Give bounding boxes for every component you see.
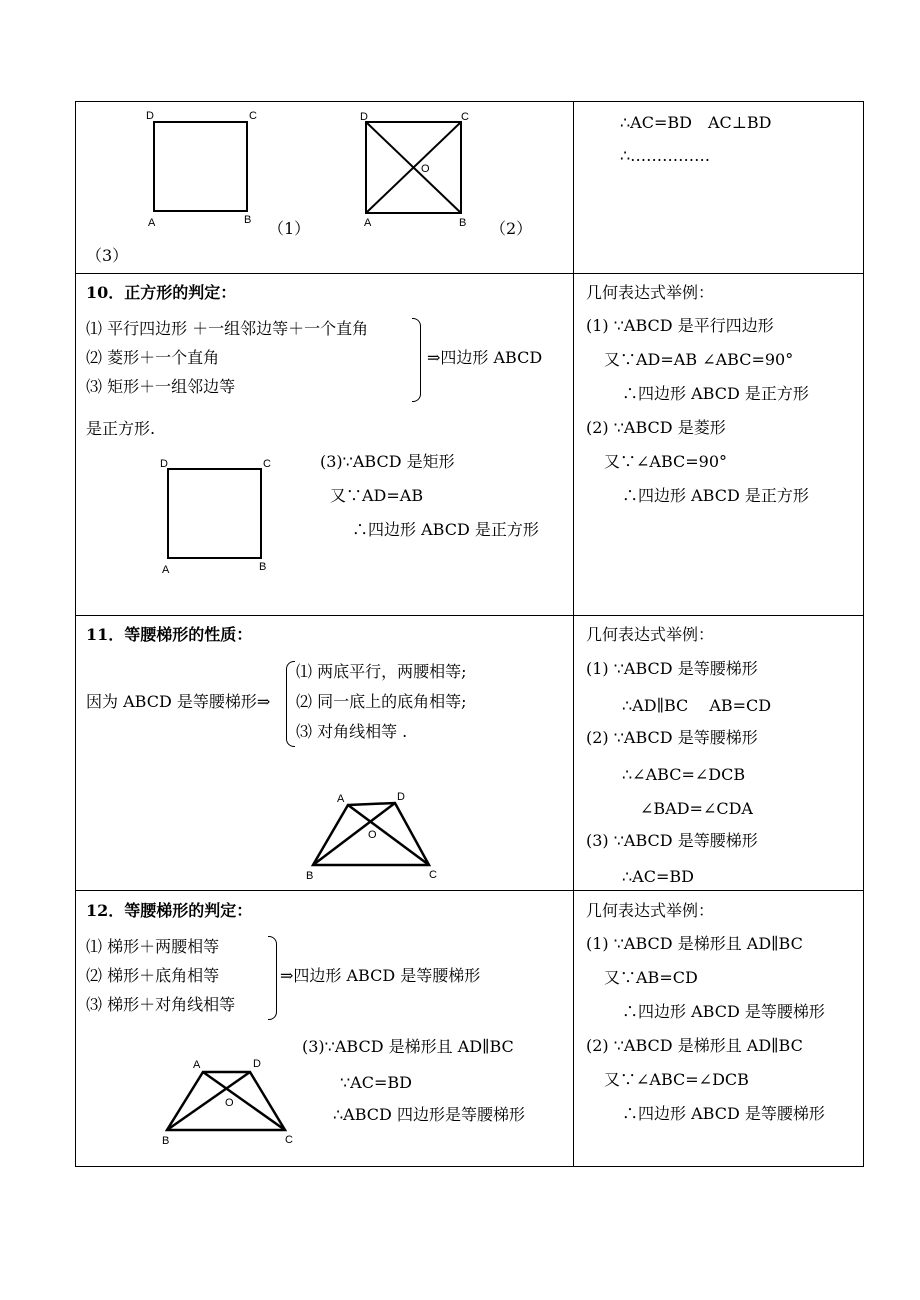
premise: 因为 ABCD 是等腰梯形⇒ [86,692,271,711]
expression-line: ∴四边形 ABCD 是正方形 [622,384,809,403]
vertex-label: B [259,561,267,573]
vertex-label: A [193,1059,201,1071]
expression-line: 又∵∠ABC=∠DCB [604,1070,749,1089]
expression-line: (2) ∵ABCD 是等腰梯形 [586,728,758,747]
row-divider [75,273,863,274]
condition-item: ⑵ 菱形＋一个直角 [86,348,220,367]
example-line: 又∵AD=AB [330,486,424,505]
property-item: ⑶ 对角线相等 . [296,722,408,741]
square-figure [150,452,280,577]
conclusion: ⇒四边形 ABCD 是等腰梯形 [280,966,481,985]
right-brace [268,936,277,1020]
expression-line: (3) ∵ABCD 是等腰梯形 [586,831,758,850]
right-brace [412,318,421,402]
center-label: O [225,1097,234,1109]
figure-label: （3） [86,246,129,265]
expression-line: ∠BAD=∠CDA [640,799,753,818]
vertex-label: D [397,791,405,803]
square-figure-2 [355,105,480,230]
vertex-label: D [160,458,168,470]
condition-item: ⑴ 平行四边形 ＋一组邻边等＋一个直角 [86,319,369,338]
example-line: ∵AC=BD [340,1073,412,1092]
expression-line: ∴四边形 ABCD 是等腰梯形 [622,1104,825,1123]
right-title: 几何表达式举例： [586,901,715,920]
expression-line: 又∵AB=CD [604,968,698,987]
vertex-label: D [146,110,154,122]
section-title: 11．等腰梯形的性质： [86,625,253,644]
property-item: ⑴ 两底平行，两腰相等; [296,662,467,681]
column-divider [573,101,574,1166]
conclusion-line: ∴…………… [620,146,711,165]
right-title: 几何表达式举例： [586,625,715,644]
conclusion-tail: 是正方形. [86,419,156,438]
expression-line: (1) ∵ABCD 是等腰梯形 [586,659,758,678]
expression-line: ∴四边形 ABCD 是正方形 [622,486,809,505]
conclusion: ⇒四边形 ABCD [427,348,543,367]
condition-item: ⑶ 梯形＋对角线相等 [86,995,236,1014]
condition-item: ⑶ 矩形＋一组邻边等 [86,377,236,396]
example-line: (3)∵ABCD 是矩形 [320,452,455,471]
row-divider [75,890,863,891]
vertex-label: D [253,1058,261,1070]
example-line: (3)∵ABCD 是梯形且 AD∥BC [302,1037,514,1056]
expression-line: ∴四边形 ABCD 是等腰梯形 [622,1002,825,1021]
expression-line: (1) ∵ABCD 是平行四边形 [586,316,774,335]
center-label: O [421,163,430,175]
trapezoid-figure [300,787,445,882]
example-line: ∴四边形 ABCD 是正方形 [352,520,539,539]
vertex-label: B [244,214,252,226]
vertex-label: A [148,217,156,229]
expression-line: (1) ∵ABCD 是梯形且 AD∥BC [586,934,803,953]
square-figure-1 [140,105,270,230]
vertex-label: B [162,1135,170,1147]
vertex-label: D [360,111,368,123]
vertex-label: A [364,217,372,229]
vertex-label: A [162,564,170,576]
section-title: 10．正方形的判定： [86,283,237,302]
vertex-label: A [337,793,345,805]
vertex-label: C [249,110,257,122]
figure-label: （2） [490,219,533,238]
left-brace [286,661,295,747]
expression-line: 又∵AD=AB ∠ABC=90° [604,350,794,369]
vertex-label: B [459,217,467,229]
center-label: O [368,829,377,841]
figure-label: （1） [268,219,311,238]
section-title: 12．等腰梯形的判定： [86,901,253,920]
example-line: ∴ABCD 四边形是等腰梯形 [333,1105,525,1124]
row-divider [75,615,863,616]
conclusion-line: ∴AC=BD AC⊥BD [620,113,772,132]
property-item: ⑵ 同一底上的底角相等; [296,692,467,711]
vertex-label: B [306,870,314,882]
condition-item: ⑴ 梯形＋两腰相等 [86,937,220,956]
expression-line: ∴∠ABC=∠DCB [622,765,746,784]
condition-item: ⑵ 梯形＋底角相等 [86,966,220,985]
expression-line: (2) ∵ABCD 是菱形 [586,418,726,437]
expression-line: ∴AD∥BC AB=CD [622,696,772,715]
vertex-label: C [429,869,437,881]
trapezoid-figure [155,1052,300,1150]
vertex-label: C [461,111,469,123]
expression-line: 又∵∠ABC=90° [604,452,728,471]
vertex-label: C [263,458,271,470]
vertex-label: C [285,1134,293,1146]
right-title: 几何表达式举例： [586,283,715,302]
expression-line: (2) ∵ABCD 是梯形且 AD∥BC [586,1036,803,1055]
expression-line: ∴AC=BD [622,867,694,886]
